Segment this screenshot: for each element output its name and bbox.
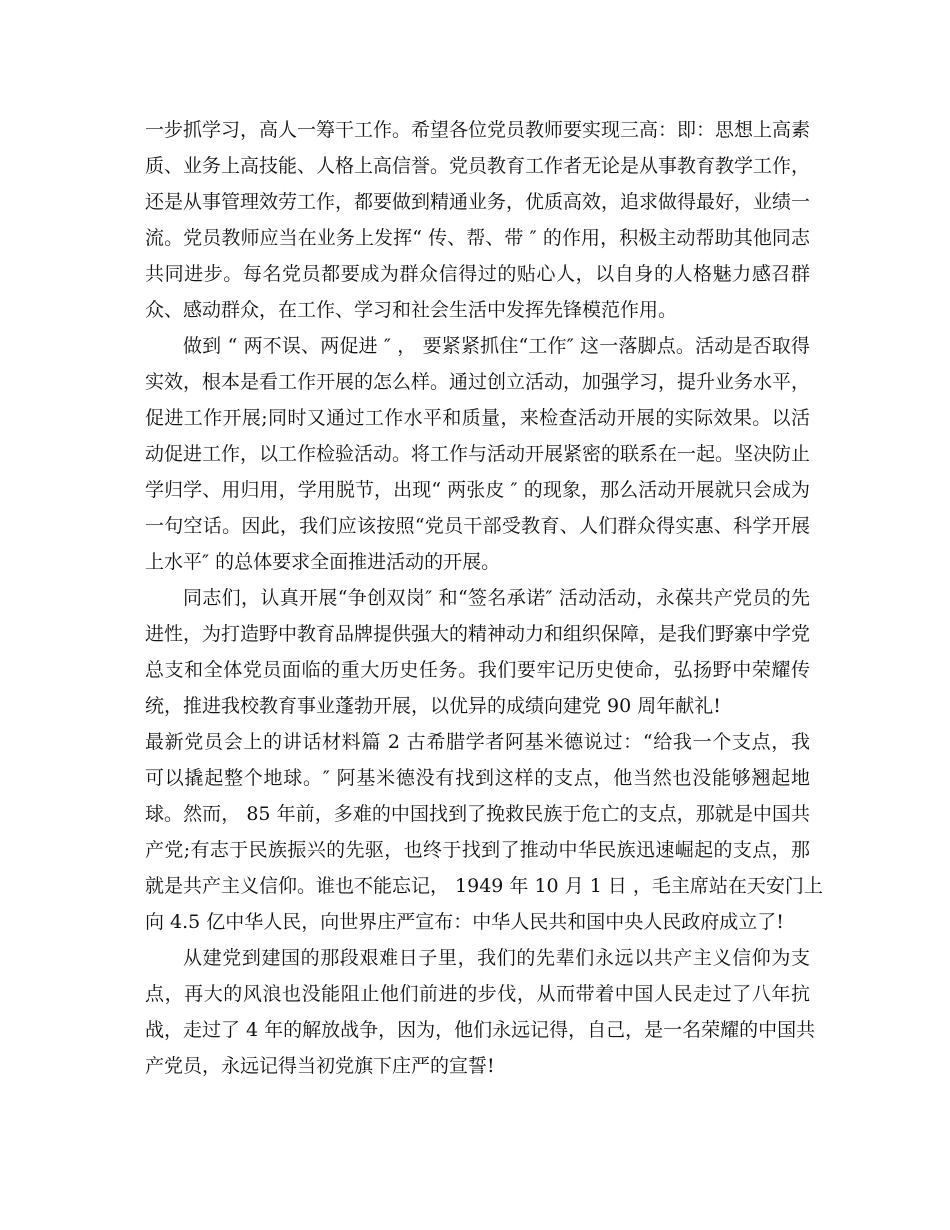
text-line: 总支和全体党员面临的重大历史任务。我们要牢记历史使命，弘扬野中荣耀传 — [145, 659, 810, 681]
text-line: 实效，根本是看工作开展的怎么样。通过创立活动，加强学习，提升业务水平， — [145, 371, 811, 393]
text-line: 从建党到建国的那段艰难日子里，我们的先辈们永远以共产主义信仰为支 — [183, 947, 810, 969]
text-line: 进性，为打造野中教育品牌提供强大的精神动力和组织保障，是我们野寨中学党 — [145, 623, 811, 645]
text-line: 促进工作开展;同时又通过工作水平和质量，来检查活动开展的实际效果。以活 — [145, 407, 810, 429]
text-line: 上水平″ 的总体要求全面推进活动的开展。 — [145, 551, 501, 573]
text-line: 最新党员会上的讲话材料篇 2 古希腊学者阿基米德说过：“给我一个支点，我 — [145, 731, 810, 753]
text-line: 球。然而， 85 年前，多难的中国找到了挽救民族于危亡的支点，那就是中国共 — [145, 803, 810, 825]
text-line: 学归学、用归用，学用脱节，出现“ 两张皮 ″ 的现象，那么活动开展就只会成为 — [145, 479, 810, 501]
text-line: 向 4.5 亿中华人民，向世界庄严宣布：中华人民共和国中央人民政府成立了! — [145, 911, 784, 933]
text-line: 做到 “ 两不误、两促进 ″ ， 要紧紧抓住“工作″ 这一落脚点。活动是否取得 — [183, 335, 810, 357]
text-line: 产党员，永远记得当初党旗下庄严的宣誓! — [145, 1055, 495, 1077]
text-line: 还是从事管理效劳工作，都要做到精通业务，优质高效，追求做得最好，业绩一 — [145, 191, 811, 213]
text-line: 战，走过了 4 年的解放战争，因为，他们永远记得，自己，是一名荣耀的中国共 — [145, 1019, 816, 1041]
text-line: 流。党员教师应当在业务上发挥“ 传、帮、带 ″ 的作用，积极主动帮助其他同志 — [145, 227, 810, 249]
text-line: 产党;有志于民族振兴的先驱，也终于找到了推动中华民族迅速崛起的支点，那 — [145, 839, 810, 861]
text-line: 就是共产主义信仰。谁也不能忘记， 1949 年 10 月 1 日 ，毛主席站在天安门上 — [145, 875, 823, 897]
text-line: 同志们，认真开展“争创双岗″ 和“签名承诺″ 活动活动，永葆共产党员的先 — [183, 587, 810, 609]
text-line: 共同进步。每名党员都要成为群众信得过的贴心人，以自身的人格魅力感召群 — [145, 263, 810, 285]
text-line: 点，再大的风浪也没能阻止他们前进的步伐，从而带着中国人民走过了八年抗 — [145, 983, 810, 1005]
text-line: 众、感动群众，在工作、学习和社会生活中发挥先锋模范作用。 — [145, 299, 678, 321]
text-line: 一步抓学习，高人一筹干工作。希望各位党员教师要实现三高：即：思想上高素 — [145, 119, 811, 141]
text-line: 可以撬起整个地球。″ 阿基米德没有找到这样的支点，他当然也没能够翘起地 — [145, 767, 810, 789]
text-line: 质、业务上高技能、人格上高信誉。党员教育工作者无论是从事教育教学工作， — [145, 155, 811, 177]
text-line: 统，推进我校教育事业蓬勃开展，以优异的成绩向建党 90 周年献礼! — [145, 695, 721, 717]
text-line: 一句空话。因此，我们应该按照“党员干部受教育、人们群众得实惠、科学开展 — [145, 515, 810, 537]
text-line: 动促进工作，以工作检验活动。将工作与活动开展紧密的联系在一起。坚决防止 — [145, 443, 811, 465]
